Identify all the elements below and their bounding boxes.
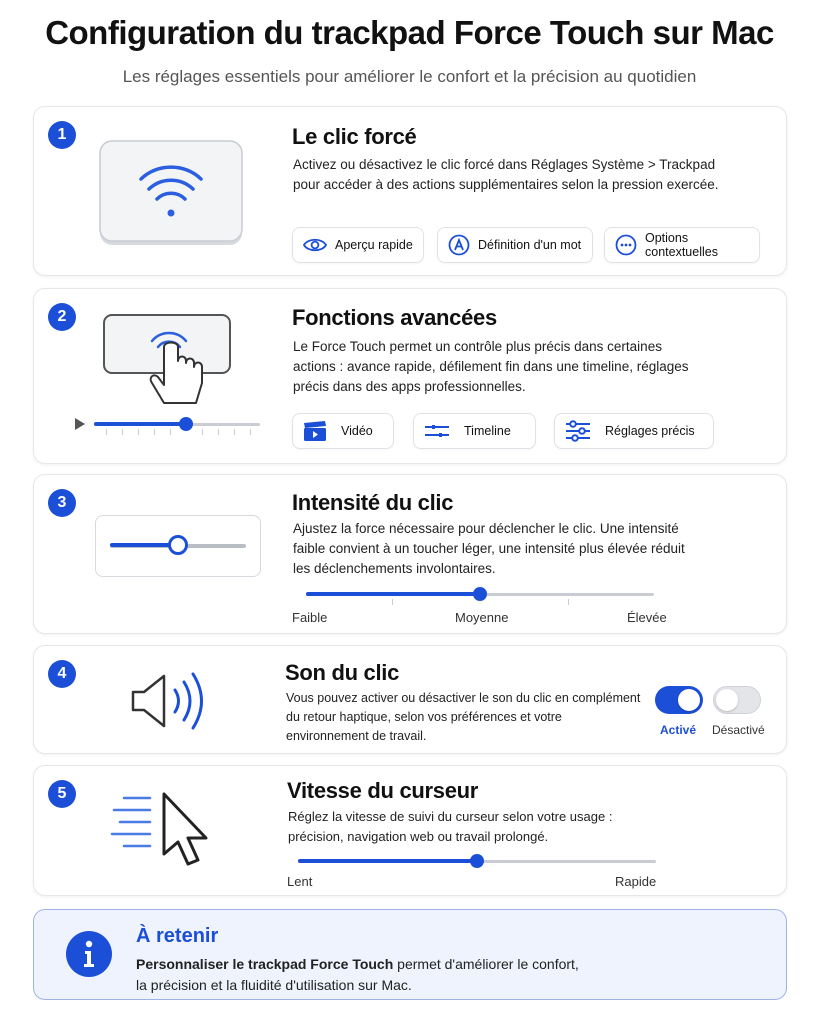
callout-text [136, 954, 736, 996]
chip-fine-settings[interactable] [554, 413, 714, 449]
section-description: Vous pouvez activer ou désactiver le son du clic en complément du retour haptique, selon vos préférences et votre environnement de travail. [286, 691, 641, 743]
chip-quick-look[interactable] [292, 227, 424, 263]
trackpad-wifi-illustration [96, 137, 246, 249]
chip-label: Options contextuelles [645, 231, 718, 259]
chip-video[interactable] [292, 413, 394, 449]
section-force-click [33, 106, 787, 276]
step-number: 1 [48, 121, 76, 149]
callout-title: À retenir [136, 925, 219, 947]
cursor-speed-slider[interactable] [298, 854, 656, 868]
section-click-intensity [33, 474, 787, 634]
section-advanced-functions [33, 288, 787, 464]
slider-label-low: Faible [292, 610, 328, 625]
key-takeaway-callout [33, 909, 787, 1000]
timeline-scrubber[interactable] [94, 417, 260, 431]
section-title: Fonctions avancées [292, 305, 497, 330]
chip-label: Aperçu rapide [335, 238, 413, 252]
step-number: 5 [48, 780, 76, 808]
slider-label-medium: Moyenne [455, 610, 509, 625]
step-number: 3 [48, 489, 76, 517]
intensity-preview-slider [110, 538, 246, 552]
cursor-speed-icon [110, 790, 220, 868]
callout-text-after: permet d'améliorer le confort, [393, 956, 579, 972]
section-description: Le Force Touch permet un contrôle plus précis dans certaines actions : avance rapide, défilement fin dans une timeline, réglages précis dans des apps professionnelles. [293, 339, 689, 394]
callout-bold-text: Personnaliser le trackpad Force Touch [136, 956, 394, 972]
section-title: Son du clic [285, 660, 400, 685]
speaker-icon [130, 670, 210, 732]
timeline-icon [424, 422, 450, 440]
slider-label-high: Élevée [627, 610, 667, 625]
trackpad-finger-illustration [100, 305, 236, 409]
chip-label: Réglages précis [605, 424, 695, 438]
sound-toggle-on[interactable] [655, 686, 703, 714]
chip-timeline[interactable] [413, 413, 536, 449]
page-subtitle: Les réglages essentiels pour améliorer le confort et la précision au quotidien [122, 67, 697, 86]
section-cursor-speed [33, 765, 787, 896]
chip-word-definition[interactable] [437, 227, 593, 263]
eye-icon [303, 237, 327, 253]
slider-label-slow: Lent [287, 874, 313, 889]
page-title: Configuration du trackpad Force Touch sur Mac [45, 14, 774, 51]
intensity-preview-box [95, 515, 261, 577]
sound-toggle-off[interactable] [713, 686, 761, 714]
section-title: Intensité du clic [292, 490, 454, 515]
section-title: Le clic forcé [292, 124, 417, 149]
step-number: 2 [48, 303, 76, 331]
step-number: 4 [48, 660, 76, 688]
clapperboard-icon [303, 420, 327, 442]
chip-label: Définition d'un mot [478, 238, 582, 252]
section-description: Activez ou désactivez le clic forcé dans Réglages Système > Trackpad pour accéder à des actions supplémentaires selon la pression exercée. [293, 157, 719, 192]
click-intensity-slider[interactable] [306, 587, 654, 601]
chip-label: Timeline [464, 424, 511, 438]
play-icon [74, 417, 86, 431]
slider-label-fast: Rapide [615, 874, 657, 889]
section-description: Ajustez la force nécessaire pour déclencher le clic. Une intensité faible convient à un toucher léger, une intensité plus élevée réduit les déclenchements involontaires. [293, 521, 685, 576]
chip-contextual-options[interactable] [604, 227, 760, 263]
section-title: Vitesse du curseur [287, 778, 479, 803]
toggle-label-on: Activé [660, 723, 697, 737]
section-description: Réglez la vitesse de suivi du curseur selon votre usage : précision, navigation web ou travail prolongé. [288, 809, 613, 844]
callout-line2: la précision et la fluidité d'utilisation sur Mac. [136, 977, 412, 993]
letter-a-icon [448, 234, 470, 256]
section-click-sound [33, 645, 787, 754]
info-icon [66, 931, 112, 977]
sliders-icon [565, 420, 591, 442]
chip-label: Vidéo [341, 424, 373, 438]
toggle-label-off: Désactivé [712, 723, 765, 737]
more-dots-icon [615, 234, 637, 256]
